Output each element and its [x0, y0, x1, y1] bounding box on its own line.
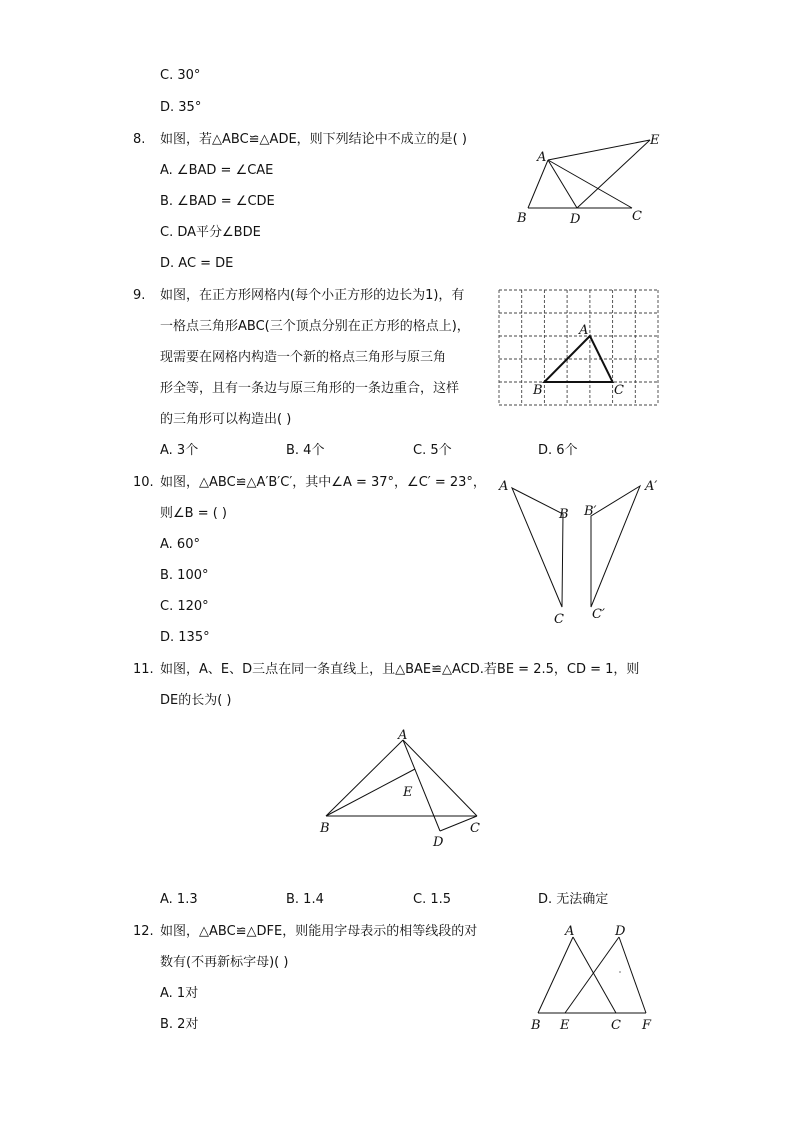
fig10-label-a: A [499, 479, 509, 494]
option-d: D. 35° [160, 100, 202, 115]
question-9-grid-figure [499, 290, 659, 406]
question-8-option-b: B. ∠BAD = ∠CDE [160, 194, 275, 209]
question-9-number: 9. [133, 288, 146, 303]
fig8-label-d: D [570, 212, 581, 227]
question-12-number: 12. [133, 924, 154, 939]
fig10-label-b: B [559, 507, 569, 522]
question-12-text-1: 如图，△ABC≌△DFE，则能用字母表示的相等线段的对 [160, 924, 478, 939]
question-10-option-a: A. 60° [160, 537, 200, 552]
question-10-option-b: B. 100° [160, 568, 209, 583]
fig9-label-a: A [579, 323, 589, 338]
fig9-label-b: B [533, 383, 543, 398]
fig11-label-a: A [398, 728, 408, 743]
question-8-figure [510, 128, 670, 228]
question-12-option-b: B. 2对 [160, 1017, 199, 1032]
fig11-label-c: C [470, 821, 480, 836]
fig9-label-c: C [614, 383, 624, 398]
fig8-label-e: E [650, 133, 660, 148]
question-9-option-c: C. 5个 [413, 443, 452, 458]
question-9-line-4: 形全等，且有一条边与原三角形的一条边重合，这样 [160, 381, 460, 396]
question-8-text: 如图，若△ABC≌△ADE，则下列结论中不成立的是( ) [160, 132, 467, 147]
fig12-label-a: A [565, 924, 575, 939]
question-10-option-c: C. 120° [160, 599, 209, 614]
fig11-label-d: D [433, 835, 444, 850]
question-8-option-c: C. DA平分∠BDE [160, 225, 261, 240]
question-9-line-1: 如图，在正方形网格内(每个小正方形的边长为1)，有 [160, 288, 465, 303]
question-10-option-d: D. 135° [160, 630, 210, 645]
fig12-label-b: B [531, 1018, 541, 1033]
fig11-label-e: E [403, 785, 413, 800]
question-9-option-b: B. 4个 [286, 443, 325, 458]
question-12-text-2: 数有(不再新标字母)( ) [160, 955, 289, 970]
question-11-option-b: B. 1.4 [286, 892, 324, 907]
fig12-label-d: D [615, 924, 626, 939]
fig10-label-b-prime: B′ [584, 504, 597, 519]
question-11-text-2: DE的长为( ) [160, 693, 232, 708]
fig8-label-a: A [537, 150, 547, 165]
question-10-number: 10. [133, 475, 154, 490]
fig8-label-c: C [632, 209, 642, 224]
question-11-figure [315, 722, 495, 852]
question-9-line-5: 的三角形可以构造出( ) [160, 412, 292, 427]
question-9-option-a: A. 3个 [160, 443, 199, 458]
fig12-label-c: C [611, 1018, 621, 1033]
question-10-text-1: 如图，△ABC≌△A′B′C′，其中∠A = 37°，∠C′ = 23°， [160, 475, 486, 490]
question-12-figure [525, 922, 665, 1038]
question-11-option-a: A. 1.3 [160, 892, 198, 907]
question-12-option-a: A. 1对 [160, 986, 199, 1001]
question-11-option-d: D. 无法确定 [538, 892, 609, 907]
question-8-option-a: A. ∠BAD = ∠CAE [160, 163, 274, 178]
fig10-label-c-prime: C′ [592, 607, 605, 622]
option-c: C. 30° [160, 68, 201, 83]
fig12-label-f: F [642, 1018, 652, 1033]
question-8-option-d: D. AC = DE [160, 256, 234, 271]
fig11-label-b: B [320, 821, 330, 836]
question-11-text-1: 如图，A、E、D三点在同一条直线上，且△BAE≌△ACD.若BE = 2.5，CD = 1，则 [160, 662, 640, 677]
question-8-number: 8. [133, 132, 146, 147]
fig10-label-c: C [554, 612, 564, 627]
question-10-text-2: 则∠B = ( ) [160, 506, 228, 521]
question-10-figure [495, 474, 665, 629]
fig10-label-a-prime: A′ [645, 479, 658, 494]
question-9-option-d: D. 6个 [538, 443, 578, 458]
fig8-label-b: B [517, 211, 527, 226]
question-9-line-3: 现需要在网格内构造一个新的格点三角形与原三角 [160, 350, 447, 365]
question-11-option-c: C. 1.5 [413, 892, 452, 907]
question-11-number: 11. [133, 662, 154, 677]
fig12-label-e: E [560, 1018, 570, 1033]
question-9-line-2: 一格点三角形ABC(三个顶点分别在正方形的格点上)， [160, 319, 470, 334]
